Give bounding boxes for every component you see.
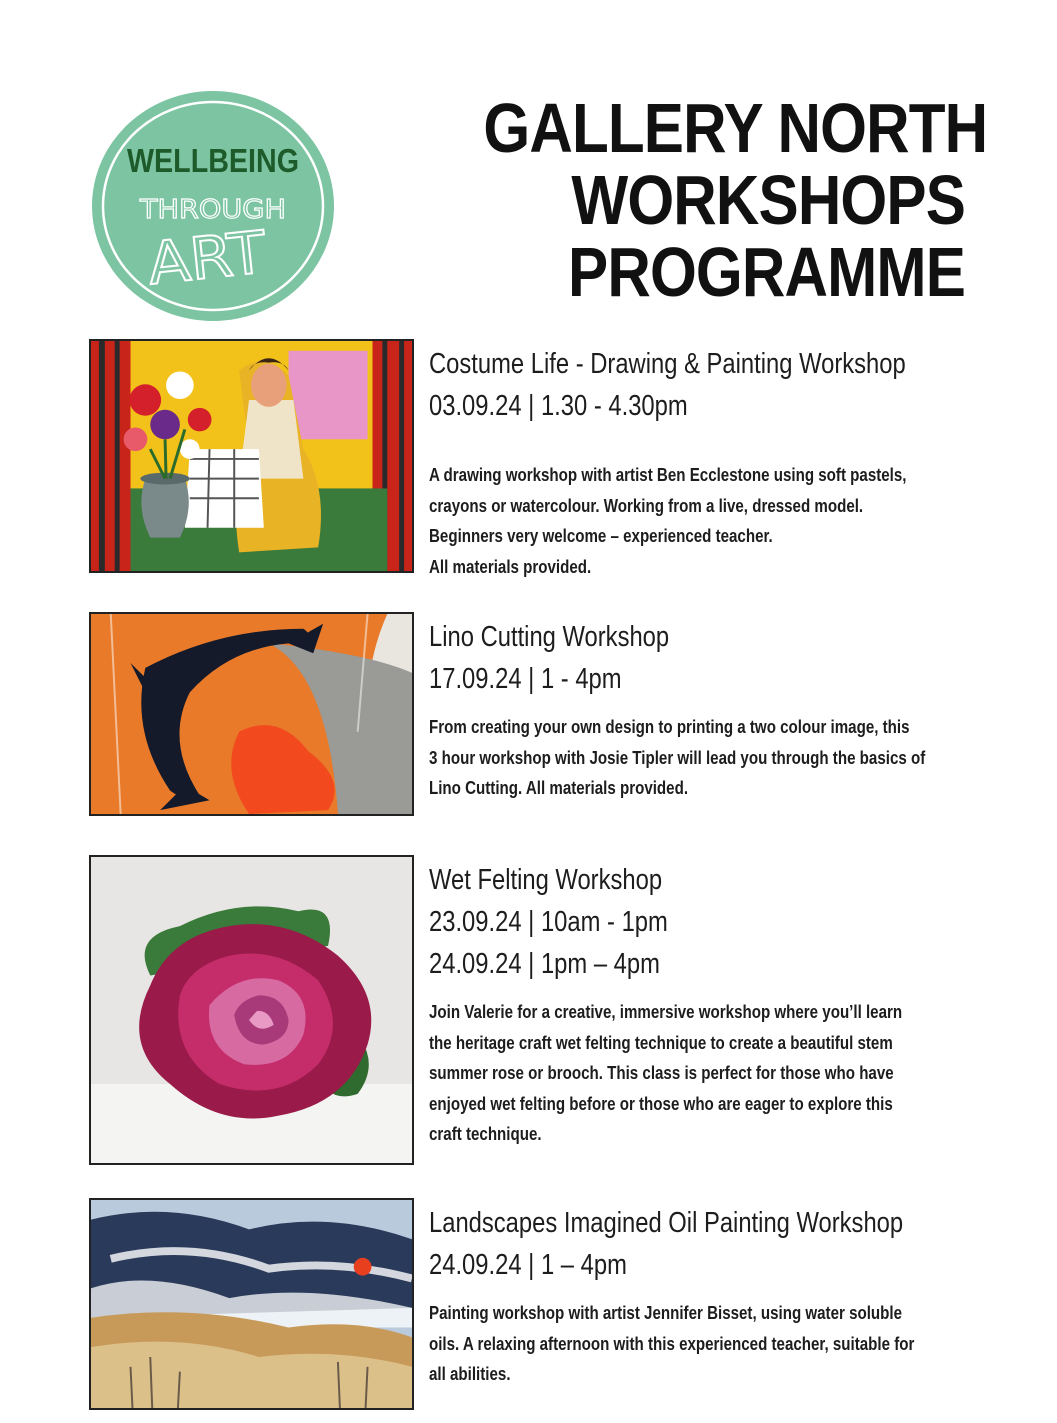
page-title — [483, 89, 988, 311]
workshop-date: 23.09.24 | 10am - 1pm — [429, 906, 668, 938]
workshop-title: Wet Felting Workshop — [429, 864, 663, 896]
workshop-description — [429, 1298, 967, 1390]
description-line: A drawing workshop with artist Ben Ecclestone using soft pastels, — [429, 465, 907, 485]
description-line: From creating your own design to printing a two colour image, this — [429, 717, 910, 737]
logo-word-through: THROUGH — [138, 195, 286, 225]
title-line-1: GALLERY NORTH — [483, 89, 988, 167]
logo-word-art: ART — [144, 218, 263, 298]
description-line: Beginners very welcome – experienced teacher. — [429, 526, 773, 546]
workshop-description — [429, 997, 967, 1150]
workshop-date: 24.09.24 | 1pm – 4pm — [429, 948, 660, 980]
description-line: craft technique. — [429, 1124, 542, 1144]
painting-woman-flowers-icon — [89, 339, 414, 573]
lino-print-fish-icon — [89, 612, 414, 816]
workshop-title: Landscapes Imagined Oil Painting Workshop — [429, 1207, 904, 1239]
description-line: Lino Cutting. All materials provided. — [429, 778, 689, 798]
description-line: the heritage craft wet felting technique to create a beautiful stem — [429, 1032, 893, 1053]
title-line-3: PROGRAMME — [568, 233, 965, 311]
description-line: Join Valerie for a creative, immersive workshop where you’ll learn — [429, 1002, 903, 1022]
description-line: crayons or watercolour. Working from a live, dressed model. — [429, 495, 864, 516]
felt-rose-icon — [89, 855, 414, 1165]
description-line: summer rose or brooch. This class is perfect for those who have — [429, 1063, 894, 1083]
wellbeing-logo — [91, 90, 335, 322]
workshop-title: Costume Life - Drawing & Painting Workshop — [429, 348, 906, 380]
workshop-title: Lino Cutting Workshop — [429, 621, 670, 653]
description-line: Painting workshop with artist Jennifer Bisset, using water soluble — [429, 1303, 903, 1323]
landscape-painting-icon — [89, 1198, 414, 1410]
title-line-2: WORKSHOPS — [571, 161, 965, 239]
description-line: oils. A relaxing afternoon with this experienced teacher, suitable for — [429, 1333, 915, 1354]
workshop-description — [429, 712, 967, 804]
workshop-description — [429, 460, 967, 582]
description-line: enjoyed wet felting before or those who are eager to explore this — [429, 1093, 893, 1114]
logo-word-wellbeing: WELLBEING — [127, 142, 299, 179]
workshop-date: 17.09.24 | 1 - 4pm — [429, 663, 622, 695]
description-line: 3 hour workshop with Josie Tipler will lead you through the basics of — [429, 747, 926, 768]
workshop-date: 03.09.24 | 1.30 - 4.30pm — [429, 390, 688, 422]
description-line: all abilities. — [429, 1364, 511, 1384]
description-line: All materials provided. — [429, 556, 592, 577]
workshop-date: 24.09.24 | 1 – 4pm — [429, 1249, 627, 1281]
